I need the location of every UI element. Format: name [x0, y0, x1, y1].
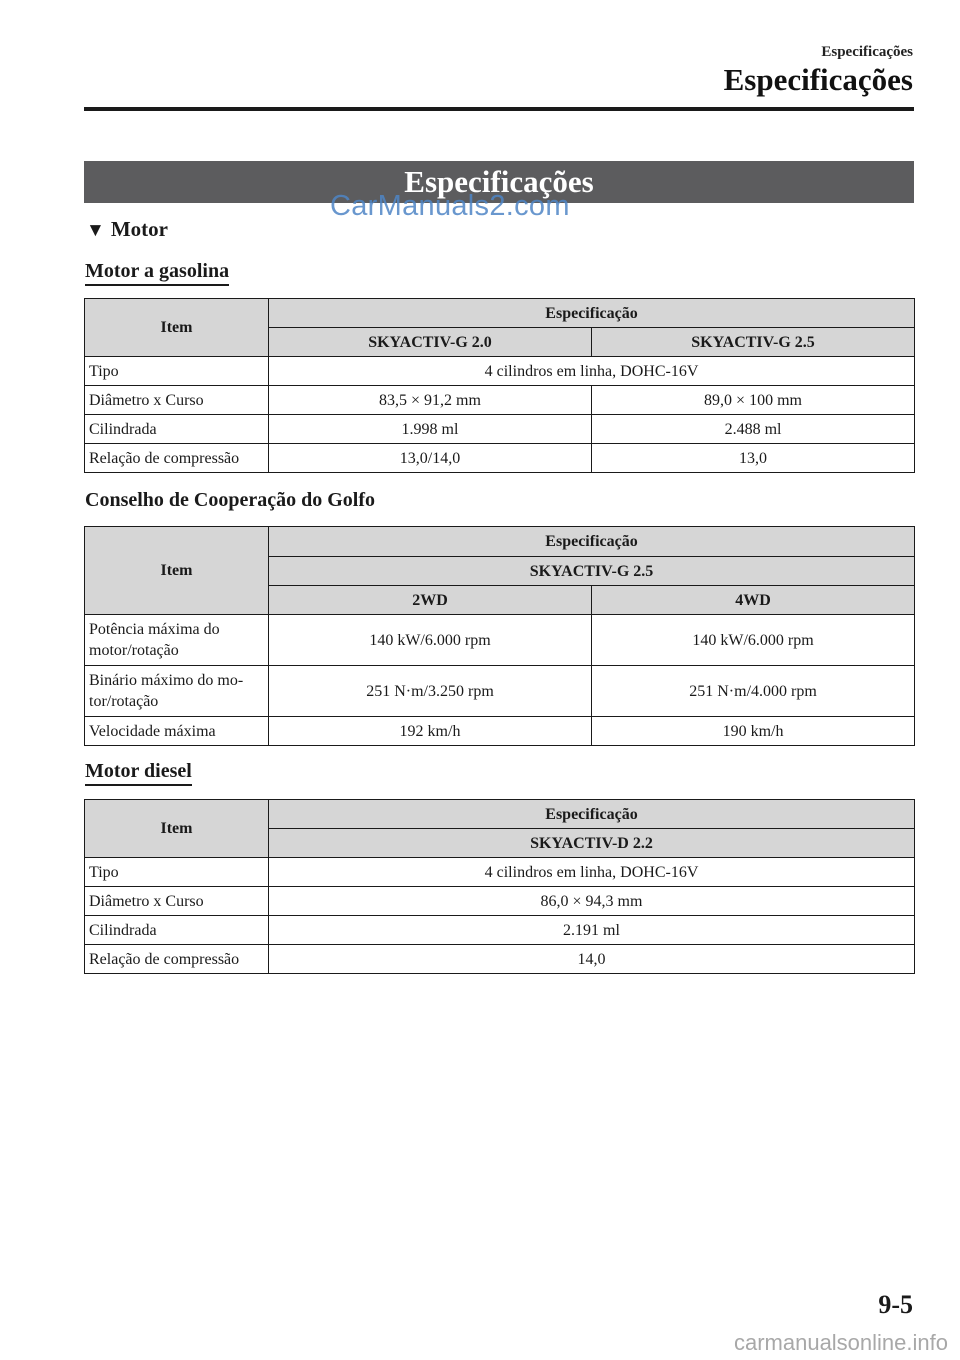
row-label	[85, 615, 269, 666]
watermark-text: CarManuals2.com	[330, 190, 570, 222]
row-label	[85, 666, 269, 717]
chapter-header-small: Especificações	[821, 44, 913, 60]
row-value: 83,5 × 91,2 mm	[269, 386, 592, 415]
triangle-down-icon: ▼	[86, 220, 105, 241]
table-row	[85, 916, 915, 945]
section-title-text: Motor	[110, 217, 168, 241]
row-label: Diâmetro x Curso	[85, 386, 269, 415]
page-number: 9-5	[878, 1290, 913, 1319]
row-value: 13,0/14,0	[269, 444, 592, 473]
row-label: Tipo	[85, 357, 269, 386]
row-value: 1.998 ml	[269, 415, 592, 444]
row-label: Tipo	[85, 858, 269, 887]
drive-header: 4WD	[592, 586, 915, 615]
model-header: SKYACTIV-G 2.5	[269, 557, 915, 586]
row-value: 4 cilindros em linha, DOHC-16V	[269, 858, 915, 887]
col-spec-header: Especificação	[269, 800, 915, 829]
row-label: Relação de compressão	[85, 444, 269, 473]
table-row	[85, 858, 915, 887]
table-row	[85, 415, 915, 444]
table-row	[85, 444, 915, 473]
row-value: 13,0	[592, 444, 915, 473]
row-value: 2.488 ml	[592, 415, 915, 444]
row-label: Relação de compressão	[85, 945, 269, 974]
row-value: 140 kW/6.000 rpm	[592, 615, 915, 666]
gulf-heading: Conselho de Cooperação do Golfo	[85, 489, 375, 511]
model-header: SKYACTIV-G 2.0	[269, 328, 592, 357]
diesel-spec-table	[84, 799, 915, 974]
row-label-line: tor/rotação	[89, 693, 159, 710]
table-row	[85, 357, 915, 386]
col-spec-header: Especificação	[269, 299, 915, 328]
row-value: 14,0	[269, 945, 915, 974]
gulf-spec-table	[84, 526, 915, 746]
gasoline-engine-heading: Motor a gasolina	[85, 260, 229, 286]
row-value: 86,0 × 94,3 mm	[269, 887, 915, 916]
col-spec-header: Especificação	[269, 527, 915, 557]
col-item-header: Item	[85, 527, 269, 615]
table-row	[85, 386, 915, 415]
model-header: SKYACTIV-G 2.5	[592, 328, 915, 357]
col-item-header: Item	[85, 800, 269, 858]
diesel-engine-heading: Motor diesel	[85, 760, 192, 786]
row-label: Velocidade máxima	[85, 717, 269, 746]
table-row	[85, 887, 915, 916]
row-value: 192 km/h	[269, 717, 592, 746]
row-label: Cilindrada	[85, 916, 269, 945]
row-label: Diâmetro x Curso	[85, 887, 269, 916]
gasoline-spec-table	[84, 298, 915, 473]
table-row	[85, 945, 915, 974]
row-value: 4 cilindros em linha, DOHC-16V	[269, 357, 915, 386]
footer-watermark: carmanualsonline.info	[733, 1330, 948, 1355]
row-label-line: Binário máximo do mo-	[89, 672, 244, 689]
table-row	[85, 666, 915, 717]
section-title	[86, 217, 168, 242]
header-rule	[84, 107, 914, 111]
chapter-header-title: Especificações	[723, 62, 913, 97]
drive-header: 2WD	[269, 586, 592, 615]
section-banner: Especificações	[84, 161, 914, 203]
row-value: 190 km/h	[592, 717, 915, 746]
row-label-line: Potência máxima do	[89, 621, 220, 638]
row-label: Cilindrada	[85, 415, 269, 444]
row-value: 251 N·m/3.250 rpm	[269, 666, 592, 717]
row-value: 140 kW/6.000 rpm	[269, 615, 592, 666]
model-header: SKYACTIV-D 2.2	[269, 829, 915, 858]
row-value: 89,0 × 100 mm	[592, 386, 915, 415]
table-row	[85, 615, 915, 666]
col-item-header: Item	[85, 299, 269, 357]
row-value: 2.191 ml	[269, 916, 915, 945]
row-value: 251 N·m/4.000 rpm	[592, 666, 915, 717]
row-label-line: motor/rotação	[89, 642, 179, 659]
table-row	[85, 717, 915, 746]
